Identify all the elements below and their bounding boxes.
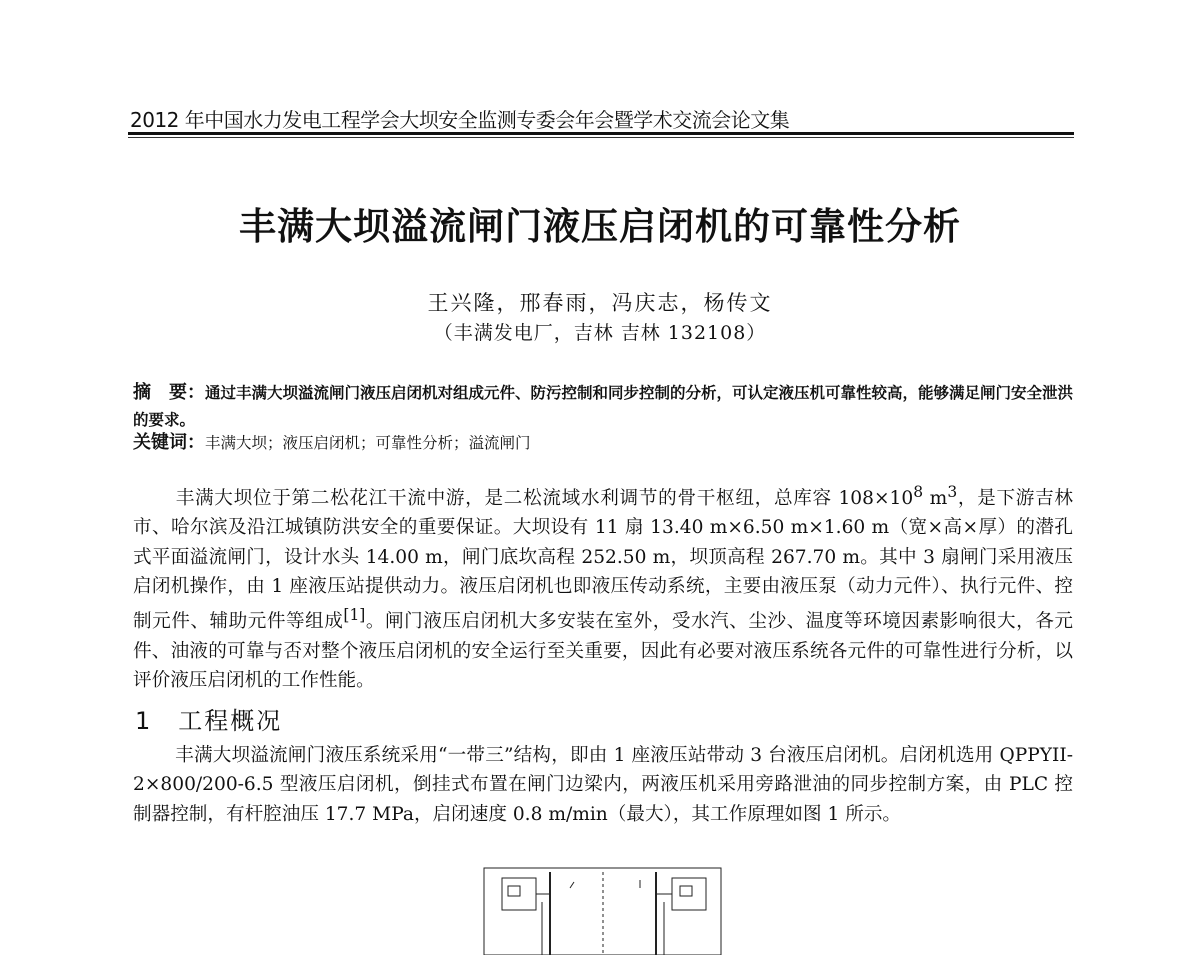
overview-paragraph [133, 741, 1073, 829]
section-heading-1: 1 工程概况 [135, 707, 283, 735]
author-list: 王兴隆，邢春雨，冯庆志，杨传文 [427, 291, 773, 315]
intro-text-2: ，是下游吉林市、哈尔滨及沿江城镇防洪安全的重要保证。大坝设有 11 扇 13.40 m×6.50 m×1.60 m（宽×高×厚）的潜孔式平面溢流闸门，设计水头 14.00 m，闸门底坎高程 252.50 m，坝顶高程 267.70 m。其中 3 扇闸门采用液压启闭机操作，由 1 座液压站提供动力。液压启闭机也即液压传动系统，主要由液压泵（动力元件）、执行元件、控制元件、辅助元件等组成 [133, 488, 1073, 633]
abstract-text: 通过丰满大坝溢流闸门液压启闭机对组成元件、防污控制和同步控制的分析，可认定液压机可靠性较高，能够满足闸门安全泄洪的要求。 [133, 384, 1074, 429]
left-cylinder-box [502, 878, 536, 910]
left-valve-symbol [508, 886, 520, 896]
abstract-label: 摘 要： [133, 382, 205, 403]
exponent-3: 3 [947, 483, 958, 501]
exponent-8: 8 [913, 483, 924, 501]
keywords-label: 关键词： [133, 432, 205, 453]
intro-text-3: 。闸门液压启闭机大多安装在室外，受水汽、尘沙、温度等环境因素影响很大，各元件、油液的可靠与否对整个液压启闭机的安全运行至关重要，因此有必要对液压系统各元件的可靠性进行分析，以评价液压启闭机的工作性能。 [133, 611, 1073, 692]
header-rule [128, 132, 1074, 135]
header-rule-thin [128, 137, 1074, 138]
intro-text-1: 丰满大坝位于第二松花江干流中游，是二松流域水利调节的骨干枢纽，总库容 108×10 [175, 488, 914, 510]
intro-unit-m: m [923, 488, 948, 510]
overview-text: 丰满大坝溢流闸门液压系统采用“一带三”结构，即由 1 座液压站带动 3 台液压启闭机。启闭机选用 QPPYII-2×800/200-6.5 型液压启闭机，倒挂式布置在闸门边梁内，两液压机采用旁路泄油的同步控制方案，由 PLC 控制器控制，有杆腔油压 17.7 MPa，启闭速度 0.8 m/min（最大），其工作原理如图 1 所示。 [133, 745, 1073, 825]
affiliation: （丰满发电厂，吉林 吉林 132108） [433, 322, 767, 344]
keywords-text: 丰满大坝；液压启闭机；可靠性分析；溢流闸门 [205, 434, 531, 452]
abstract [133, 379, 1073, 434]
paper-title: 丰满大坝溢流闸门液压启闭机的可靠性分析 [239, 204, 961, 248]
right-cylinder-box [672, 878, 706, 910]
intro-paragraph [133, 478, 1073, 695]
left-bracket [570, 882, 574, 888]
keywords [133, 430, 1073, 456]
right-valve-symbol [680, 886, 692, 896]
figure-frame [484, 868, 721, 955]
hydraulic-diagram-figure [480, 862, 725, 955]
running-header: 2012 年中国水力发电工程学会大坝安全监测专委会年会暨学术交流会论文集 [130, 108, 790, 132]
citation-ref: [1] [343, 606, 366, 625]
